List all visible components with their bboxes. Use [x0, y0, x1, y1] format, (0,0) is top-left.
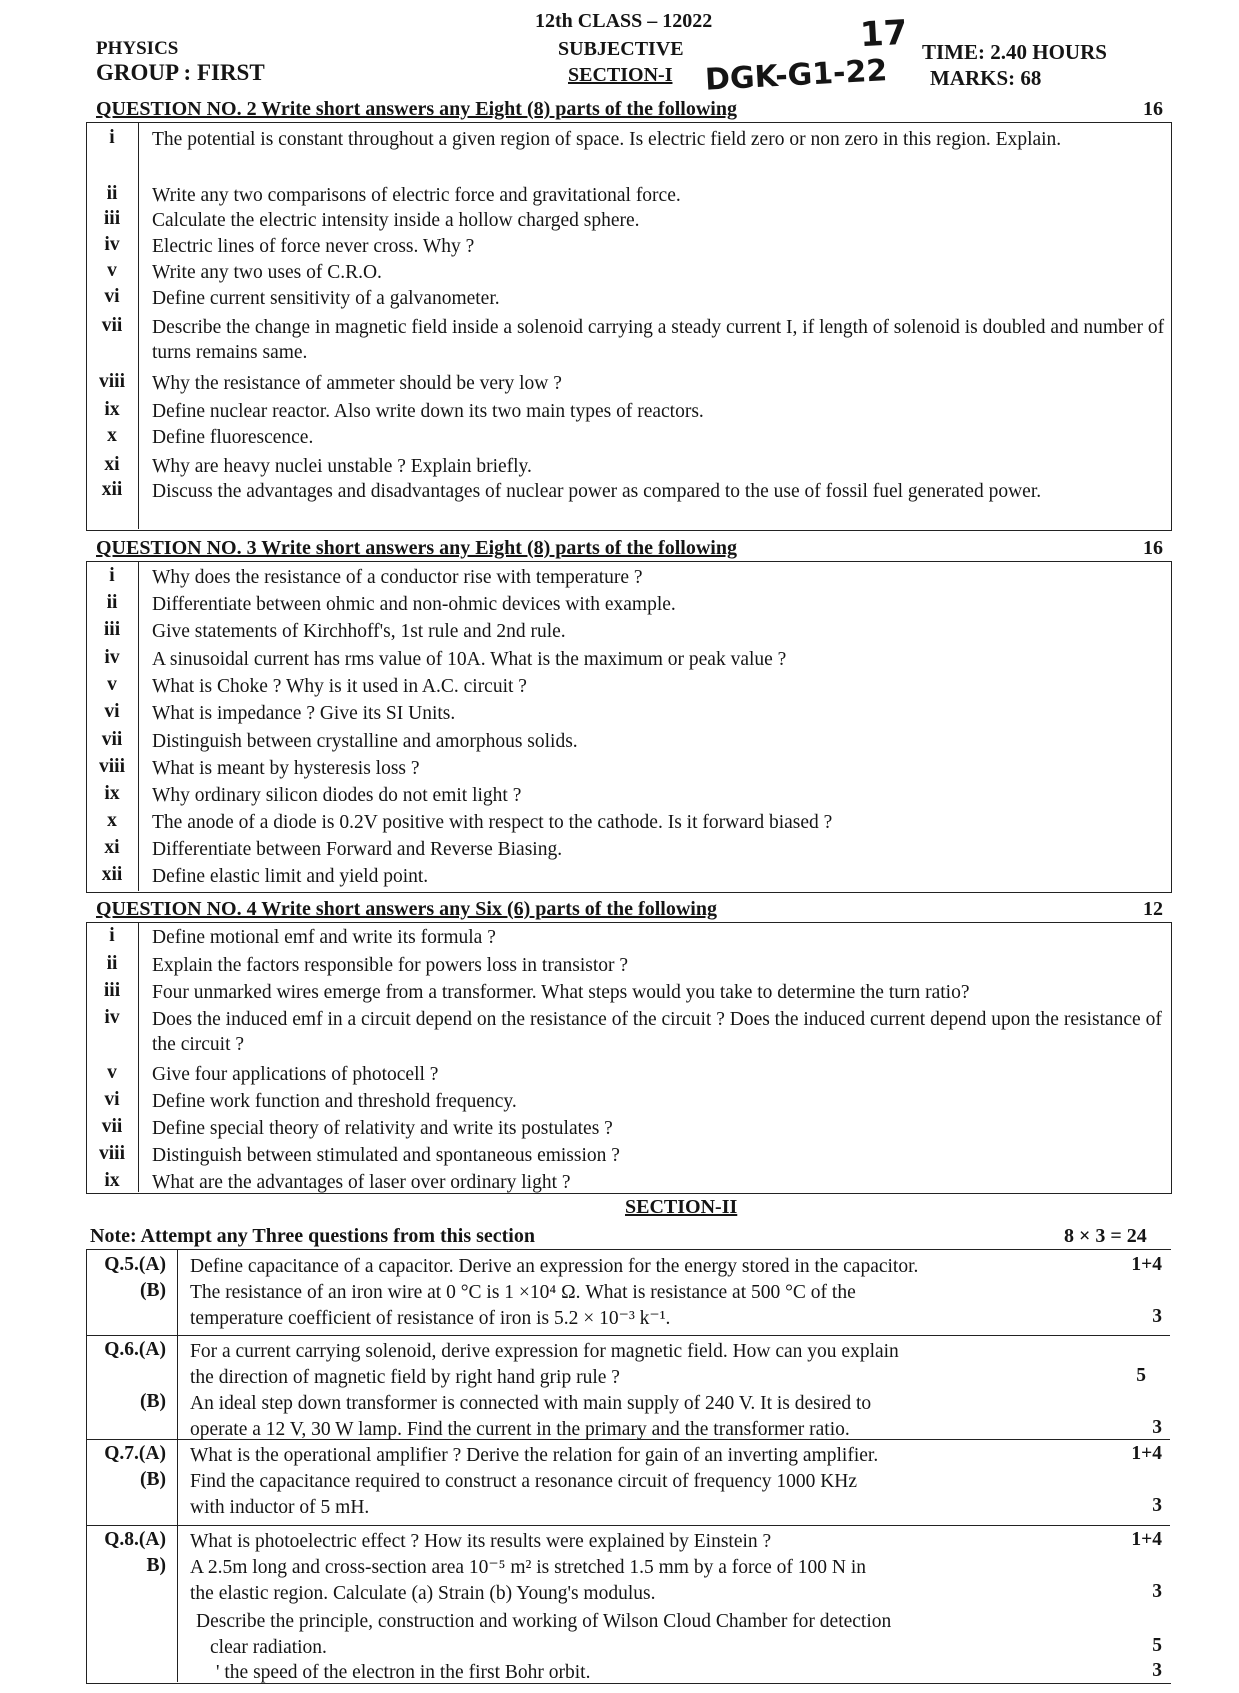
- item-text: Calculate the electric intensity inside a hollow charged sphere.: [152, 210, 640, 231]
- question-marks: 5: [1136, 1365, 1146, 1386]
- item-number: vi: [104, 1089, 120, 1110]
- item-text: Discuss the advantages and disadvantages of nuclear power as compared to the use of fossil fuel generated power.: [152, 481, 1042, 502]
- item-text: Give statements of Kirchhoff's, 1st rule and 2nd rule.: [152, 621, 566, 642]
- question-2-divider: [138, 122, 139, 529]
- question-label: (B): [140, 1280, 166, 1301]
- group-label: GROUP : FIRST: [96, 60, 265, 85]
- item-text: Differentiate between ohmic and non-ohmic devices with example.: [152, 594, 676, 615]
- q8-separator: [86, 1525, 1170, 1526]
- question-text: A 2.5m long and cross-section area 10⁻⁵ m² is stretched 1.5 mm by a force of 100 N in: [190, 1557, 867, 1578]
- item-number: ix: [104, 1170, 120, 1191]
- question-3-marks: 16: [1143, 537, 1163, 559]
- marks-label: MARKS: 68: [930, 66, 1042, 90]
- section-ii-title: SECTION-II: [625, 1196, 738, 1218]
- item-number: x: [107, 810, 117, 831]
- question-marks: 3: [1152, 1417, 1162, 1438]
- item-text: Electric lines of force never cross. Why ?: [152, 236, 475, 257]
- item-number: viii: [98, 371, 125, 392]
- question-text: Define capacitance of a capacitor. Derive an expression for the energy stored in the capacitor.: [190, 1256, 919, 1277]
- question-2-marks: 16: [1143, 98, 1163, 120]
- item-text: Define elastic limit and yield point.: [152, 866, 429, 887]
- item-number: ii: [106, 183, 118, 204]
- handwritten-number: 17: [858, 12, 909, 56]
- item-number: i: [109, 565, 115, 586]
- item-number: xi: [104, 837, 120, 858]
- question-text: Find the capacitance required to construct a resonance circuit of frequency 1000 KHz: [190, 1471, 858, 1492]
- question-2-title: QUESTION NO. 2 Write short answers any Eight (8) parts of the following: [96, 98, 737, 120]
- item-text: Describe the change in magnetic field inside a solenoid carrying a steady current I, if length of solenoid is doubled and number of turns remains same.: [152, 317, 1165, 363]
- question-text: What is the operational amplifier ? Derive the relation for gain of an inverting amplifier.: [190, 1445, 879, 1466]
- item-number: i: [109, 925, 115, 946]
- item-text: Define fluorescence.: [152, 427, 314, 448]
- item-text: A sinusoidal current has rms value of 10A. What is the maximum or peak value ?: [152, 649, 787, 670]
- item-text: Define nuclear reactor. Also write down its two main types of reactors.: [152, 401, 704, 422]
- section-ii-marks: 8 × 3 = 24: [1064, 1225, 1147, 1247]
- question-marks: 3: [1152, 1306, 1162, 1327]
- question-text-cont: with inductor of 5 mH.: [190, 1497, 370, 1518]
- question-text: An ideal step down transformer is connected with main supply of 240 V. It is desired to: [190, 1393, 872, 1414]
- item-number: vii: [101, 729, 123, 750]
- item-number: vi: [104, 701, 120, 722]
- item-text: Distinguish between stimulated and spontaneous emission ?: [152, 1145, 620, 1166]
- item-number: vii: [101, 315, 123, 336]
- item-text: Why are heavy nuclei unstable ? Explain briefly.: [152, 456, 532, 477]
- question-text: Describe the principle, construction and working of Wilson Cloud Chamber for detection: [196, 1611, 892, 1632]
- item-number: i: [109, 127, 115, 148]
- item-number: iv: [104, 647, 120, 668]
- question-marks: 5: [1152, 1635, 1162, 1656]
- item-number: xii: [101, 864, 123, 885]
- item-number: iv: [104, 1007, 120, 1028]
- item-number: v: [107, 1062, 117, 1083]
- question-marks: 1+4: [1131, 1529, 1162, 1550]
- question-marks: 3: [1152, 1495, 1162, 1516]
- item-text: What is Choke ? Why is it used in A.C. circuit ?: [152, 676, 527, 697]
- question-label: (B): [140, 1469, 166, 1490]
- question-text: The resistance of an iron wire at 0 °C is 1 ×10⁴ Ω. What is resistance at 500 °C of the: [190, 1282, 856, 1303]
- question-text-cont: the elastic region. Calculate (a) Strain (b) Young's modulus.: [190, 1583, 656, 1604]
- item-text: What is impedance ? Give its SI Units.: [152, 703, 456, 724]
- question-4-marks: 12: [1143, 898, 1163, 920]
- item-number: iii: [103, 619, 121, 640]
- item-text: Define work function and threshold frequency.: [152, 1091, 517, 1112]
- item-text: What are the advantages of laser over ordinary light ?: [152, 1172, 571, 1193]
- item-number: x: [107, 425, 117, 446]
- question-label: Q.6.(A): [104, 1339, 166, 1360]
- question-text-cont: temperature coefficient of resistance of iron is 5.2 × 10⁻³ k⁻¹.: [190, 1308, 671, 1329]
- question-text: For a current carrying solenoid, derive expression for magnetic field. How can you explain: [190, 1341, 899, 1362]
- paper-type: SUBJECTIVE: [558, 38, 684, 60]
- item-number: ix: [104, 783, 120, 804]
- item-number: xi: [104, 454, 120, 475]
- item-number: iii: [103, 208, 121, 229]
- item-text: Why does the resistance of a conductor rise with temperature ?: [152, 567, 643, 588]
- item-number: xii: [101, 479, 123, 500]
- section-i-title: SECTION-I: [568, 64, 673, 86]
- question-4-title: QUESTION NO. 4 Write short answers any Six (6) parts of the following: [96, 898, 717, 920]
- section-ii-divider: [177, 1249, 178, 1682]
- class-line: 12th CLASS – 12022: [535, 10, 713, 32]
- item-text: Give four applications of photocell ?: [152, 1064, 439, 1085]
- time-label: TIME: 2.40 HOURS: [922, 40, 1107, 64]
- question-text-cont: clear radiation.: [210, 1637, 327, 1658]
- item-text: Write any two uses of C.R.O.: [152, 262, 382, 283]
- item-text: What is meant by hysteresis loss ?: [152, 758, 420, 779]
- section-ii-note: Note: Attempt any Three questions from this section: [90, 1225, 535, 1247]
- item-number: ix: [104, 399, 120, 420]
- question-label: Q.8.(A): [104, 1529, 166, 1550]
- item-text: Define special theory of relativity and write its postulates ?: [152, 1118, 613, 1139]
- handwritten-code: DGK-G1-22: [704, 53, 889, 98]
- question-4-divider: [138, 922, 139, 1192]
- item-text: Why ordinary silicon diodes do not emit light ?: [152, 785, 522, 806]
- item-number: vii: [101, 1116, 123, 1137]
- item-text: The anode of a diode is 0.2V positive with respect to the cathode. Is it forward biased ?: [152, 812, 833, 833]
- item-text: Distinguish between crystalline and amorphous solids.: [152, 731, 578, 752]
- item-text: The potential is constant throughout a given region of space. Is electric field zero or non zero in this region. Explain.: [152, 129, 1062, 150]
- question-text: What is photoelectric effect ? How its results were explained by Einstein ?: [190, 1531, 772, 1552]
- item-number: v: [107, 260, 117, 281]
- item-text: Why the resistance of ammeter should be very low ?: [152, 373, 562, 394]
- item-number: viii: [98, 756, 125, 777]
- question-label: B): [146, 1555, 166, 1576]
- item-number: v: [107, 674, 117, 695]
- item-text: Define current sensitivity of a galvanometer.: [152, 288, 500, 309]
- item-text: Write any two comparisons of electric force and gravitational force.: [152, 185, 681, 206]
- question-marks: 3: [1152, 1660, 1162, 1681]
- item-number: iv: [104, 234, 120, 255]
- question-label: Q.7.(A): [104, 1443, 166, 1464]
- item-number: viii: [98, 1143, 125, 1164]
- question-text-cont: the direction of magnetic field by right hand grip rule ?: [190, 1367, 620, 1388]
- item-text: Define motional emf and write its formula ?: [152, 927, 496, 948]
- item-number: ii: [106, 953, 118, 974]
- item-text: Does the induced emf in a circuit depend on the resistance of the circuit ? Does the induced current depend upon the resistance of the circuit ?: [152, 1009, 1162, 1055]
- question-marks: 1+4: [1131, 1254, 1162, 1275]
- item-number: iii: [103, 980, 121, 1001]
- item-number: vi: [104, 286, 120, 307]
- q6-separator: [86, 1335, 1170, 1336]
- question-text-cont: operate a 12 V, 30 W lamp. Find the current in the primary and the transformer ratio.: [190, 1419, 850, 1440]
- question-marks: 1+4: [1131, 1443, 1162, 1464]
- item-text: Differentiate between Forward and Reverse Biasing.: [152, 839, 563, 860]
- question-label: (B): [140, 1391, 166, 1412]
- item-number: ii: [106, 592, 118, 613]
- question-marks: 3: [1152, 1581, 1162, 1602]
- question-3-divider: [138, 561, 139, 891]
- question-label: Q.5.(A): [104, 1254, 166, 1275]
- question-text: ' the speed of the electron in the first Bohr orbit.: [216, 1662, 591, 1683]
- item-text: Explain the factors responsible for powers loss in transistor ?: [152, 955, 629, 976]
- item-text: Four unmarked wires emerge from a transformer. What steps would you take to determine the turn ratio?: [152, 982, 970, 1003]
- question-3-title: QUESTION NO. 3 Write short answers any Eight (8) parts of the following: [96, 537, 737, 559]
- subject-label: PHYSICS: [96, 38, 179, 59]
